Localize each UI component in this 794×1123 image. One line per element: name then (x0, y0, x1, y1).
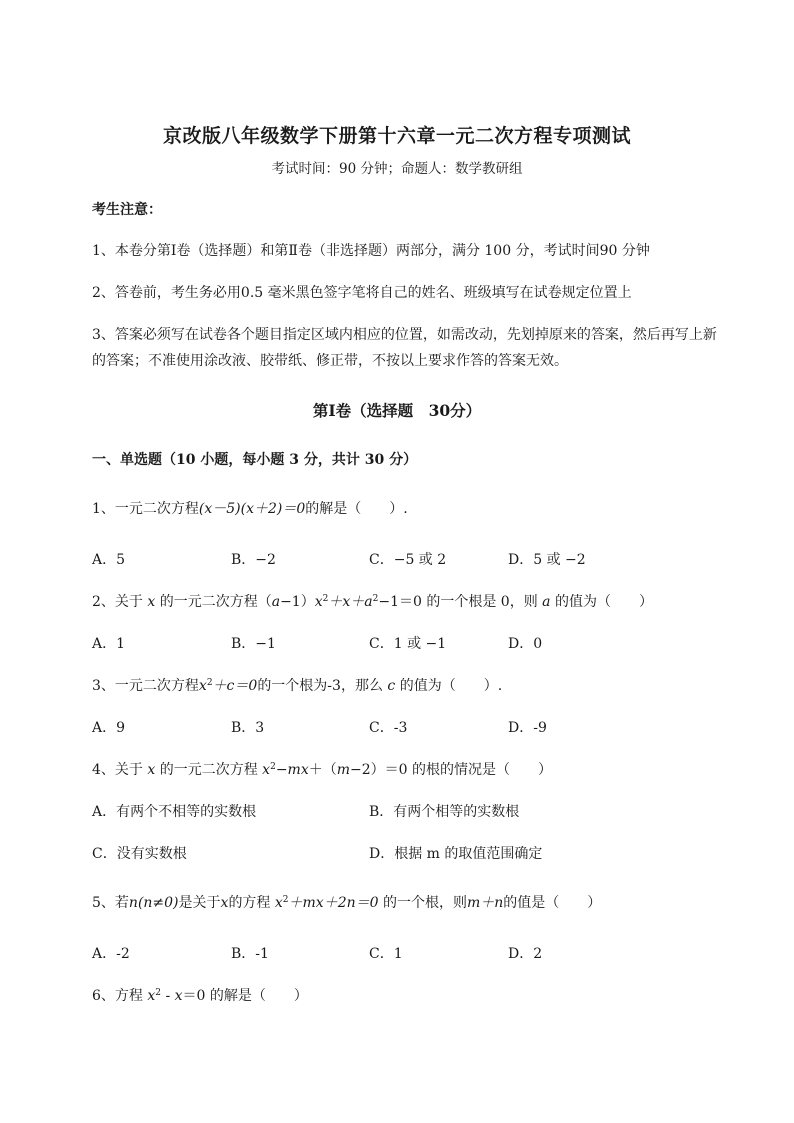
q4-option-a: A．有两个不相等的实数根 (92, 804, 257, 820)
q5-option-d: D．2 (508, 946, 543, 962)
question-3: 3、一元二次方程$x^2+c=0$的一个根为-3，那么 c 的值为（ ）. (92, 678, 503, 694)
q3-option-a: A．9 (92, 720, 126, 736)
q2-option-b: B．−1 (231, 636, 276, 652)
notice-item-1: 1、本卷分第Ⅰ卷（选择题）和第Ⅱ卷（非选择题）两部分，满分 100 分，考试时间90 分钟 (92, 243, 650, 259)
q4-option-b: B．有两个相等的实数根 (369, 804, 520, 820)
notice-item-2: 2、答卷前，考生务必用0.5 毫米黑色签字笔将自己的姓名、班级填写在试卷规定位置上 (92, 285, 632, 301)
notice-item-3-cont: 的答案；不准使用涂改液、胶带纸、修正带，不按以上要求作答的答案无效。 (92, 353, 568, 369)
question-5: 5、若n(n≠0)是关于x的方程 $x^2+mx+2n=0$ 的一个根，则m＋n的值是（ ） (92, 895, 602, 911)
q2-option-a: A．1 (92, 636, 126, 652)
q4-option-d: D．根据 m 的取值范围确定 (369, 846, 543, 862)
q3-option-c: C．-3 (369, 720, 408, 736)
q3-option-d: D．-9 (508, 720, 547, 736)
q5-option-a: A．-2 (92, 946, 130, 962)
section-title: 第Ⅰ卷（选择题 30分） (312, 401, 482, 420)
part-heading: 一、单选题（10 小题，每小题 3 分，共计 30 分） (92, 452, 418, 468)
question-6: 6、方程 $x^2 - x=0$ 的解是（ ） (92, 988, 308, 1004)
page-title: 京改版八年级数学下册第十六章一元二次方程专项测试 (162, 125, 631, 147)
notice-heading: 考生注意： (92, 202, 162, 218)
q5-option-b: B．-1 (231, 946, 269, 962)
notice-item-3: 3、答案必须写在试卷各个题目指定区域内相应的位置，如需改动，先划掉原来的答案，然后再写上新 (92, 327, 717, 343)
exam-info: 考试时间：90 分钟；命题人：数学教研组 (271, 161, 523, 177)
q1-option-a: A．5 (92, 552, 126, 568)
q1-option-d: D．5 或 −2 (508, 552, 586, 568)
question-4: 4、关于 x 的一元二次方程 $x^2-mx+(m-2)=0$ 的根的情况是（ ） (92, 762, 552, 778)
q2-option-c: C．1 或 −1 (369, 636, 447, 652)
q1-option-b: B．−2 (231, 552, 276, 568)
q1-option-c: C．−5 或 2 (369, 552, 447, 568)
q2-option-d: D．0 (508, 636, 543, 652)
q3-option-b: B．3 (231, 720, 265, 736)
q5-option-c: C．1 (369, 946, 403, 962)
question-1: 1、一元二次方程(x－5)(x＋2)＝0的解是（ ）. (92, 501, 408, 517)
question-2: 2、关于 x 的一元二次方程$(a-1)x^2+x+a^2-1=0$ 的一个根是 0，则 a 的值为（ ） (92, 594, 653, 610)
q4-option-c: C．没有实数根 (92, 846, 187, 862)
